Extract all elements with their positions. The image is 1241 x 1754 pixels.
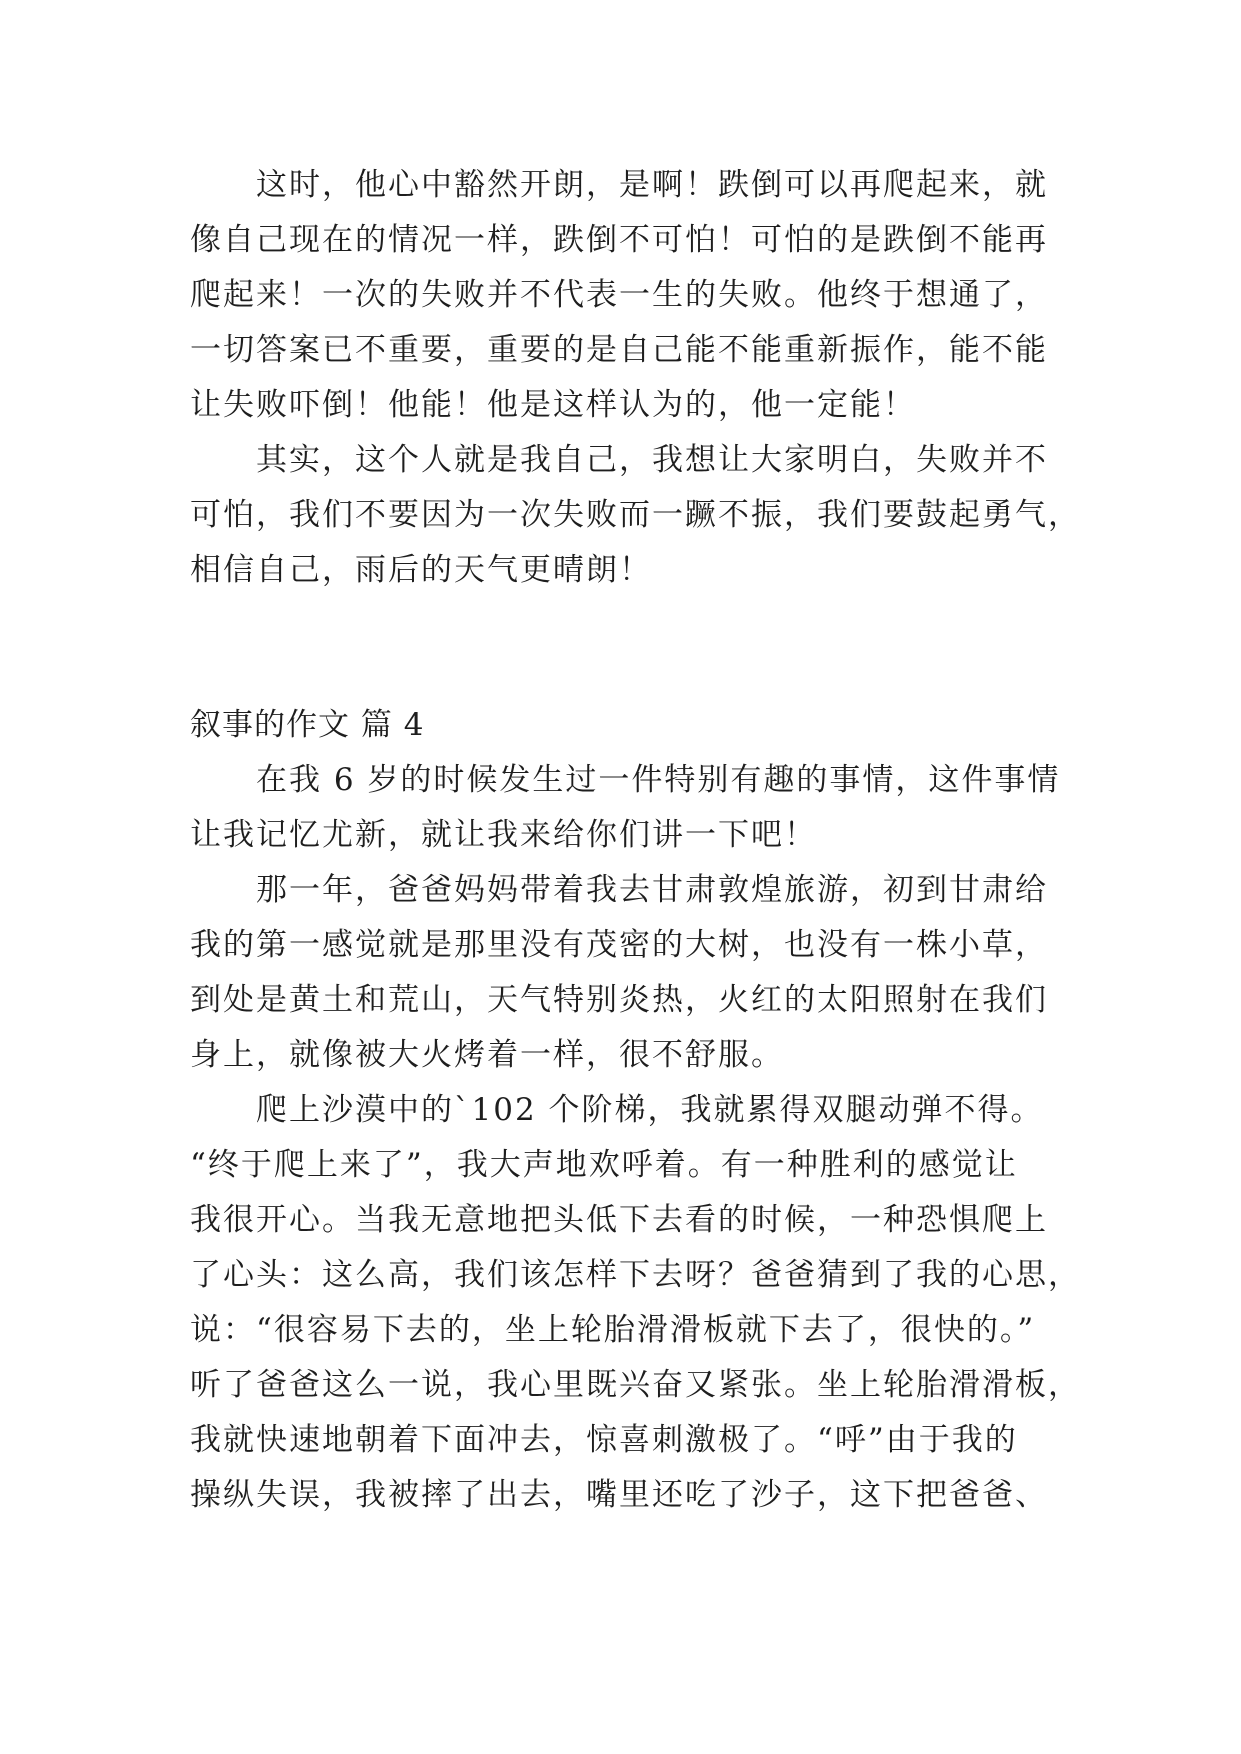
text-line: 爬起来！一次的失败并不代表一生的失败。他终于想通了，: [190, 277, 1048, 313]
paragraph: [190, 433, 1081, 598]
text-line: 听了爸爸这么一说，我心里既兴奋又紧张。坐上轮胎滑滑板，: [190, 1367, 1081, 1403]
text-line: 我的第一感觉就是那里没有茂密的大树，也没有一株小草，: [190, 927, 1048, 963]
text-line: 说：“很容易下去的，坐上轮胎滑滑板就下去了，很快的。”: [190, 1312, 1036, 1348]
text-line: 身上，就像被大火烤着一样，很不舒服。: [190, 1037, 784, 1073]
paragraph: [190, 1083, 1081, 1523]
document-body: [190, 158, 1081, 1523]
text-line: 了心头：这么高，我们该怎样下去呀？爸爸猜到了我的心思，: [190, 1257, 1081, 1293]
text-line: 让失败吓倒！他能！他是这样认为的，他一定能！: [190, 387, 916, 423]
text-line: 让我记忆尤新，就让我来给你们讲一下吧！: [190, 817, 817, 853]
text-line: 那一年，爸爸妈妈带着我去甘肃敦煌旅游，初到甘肃给: [256, 872, 1048, 908]
text-line: 到处是黄土和荒山，天气特别炎热，火红的太阳照射在我们: [190, 982, 1048, 1018]
section-heading: 叙事的作文 篇 4: [190, 707, 425, 743]
text-line: 我就快速地朝着下面冲去，惊喜刺激极了。“呼”由于我的: [190, 1422, 1018, 1458]
section-spacer: [190, 598, 1070, 698]
text-line: 相信自己，雨后的天气更晴朗！: [190, 552, 652, 588]
paragraph: [190, 863, 1070, 1083]
text-line: 我很开心。当我无意地把头低下去看的时候，一种恐惧爬上: [190, 1202, 1048, 1238]
text-line: 爬上沙漠中的`102 个阶梯，我就累得双腿动弹不得。: [256, 1092, 1044, 1128]
text-line: 一切答案已不重要，重要的是自己能不能重新振作，能不能: [190, 332, 1048, 368]
paragraph: [190, 158, 1070, 433]
text-line: 在我 6 岁的时候发生过一件特别有趣的事情，这件事情: [256, 762, 1061, 798]
text-line: 可怕，我们不要因为一次失败而一蹶不振，我们要鼓起勇气，: [190, 497, 1081, 533]
text-line: 操纵失误，我被摔了出去，嘴里还吃了沙子，这下把爸爸、: [190, 1477, 1048, 1513]
text-line: 像自己现在的情况一样，跌倒不可怕！可怕的是跌倒不能再: [190, 222, 1048, 258]
text-line: 其实，这个人就是我自己，我想让大家明白，失败并不: [256, 442, 1048, 478]
text-line: “终于爬上来了”，我大声地欢呼着。有一种胜利的感觉让: [190, 1147, 1018, 1183]
paragraph: [190, 753, 1070, 863]
text-line: 这时，他心中豁然开朗，是啊！跌倒可以再爬起来，就: [256, 167, 1048, 203]
